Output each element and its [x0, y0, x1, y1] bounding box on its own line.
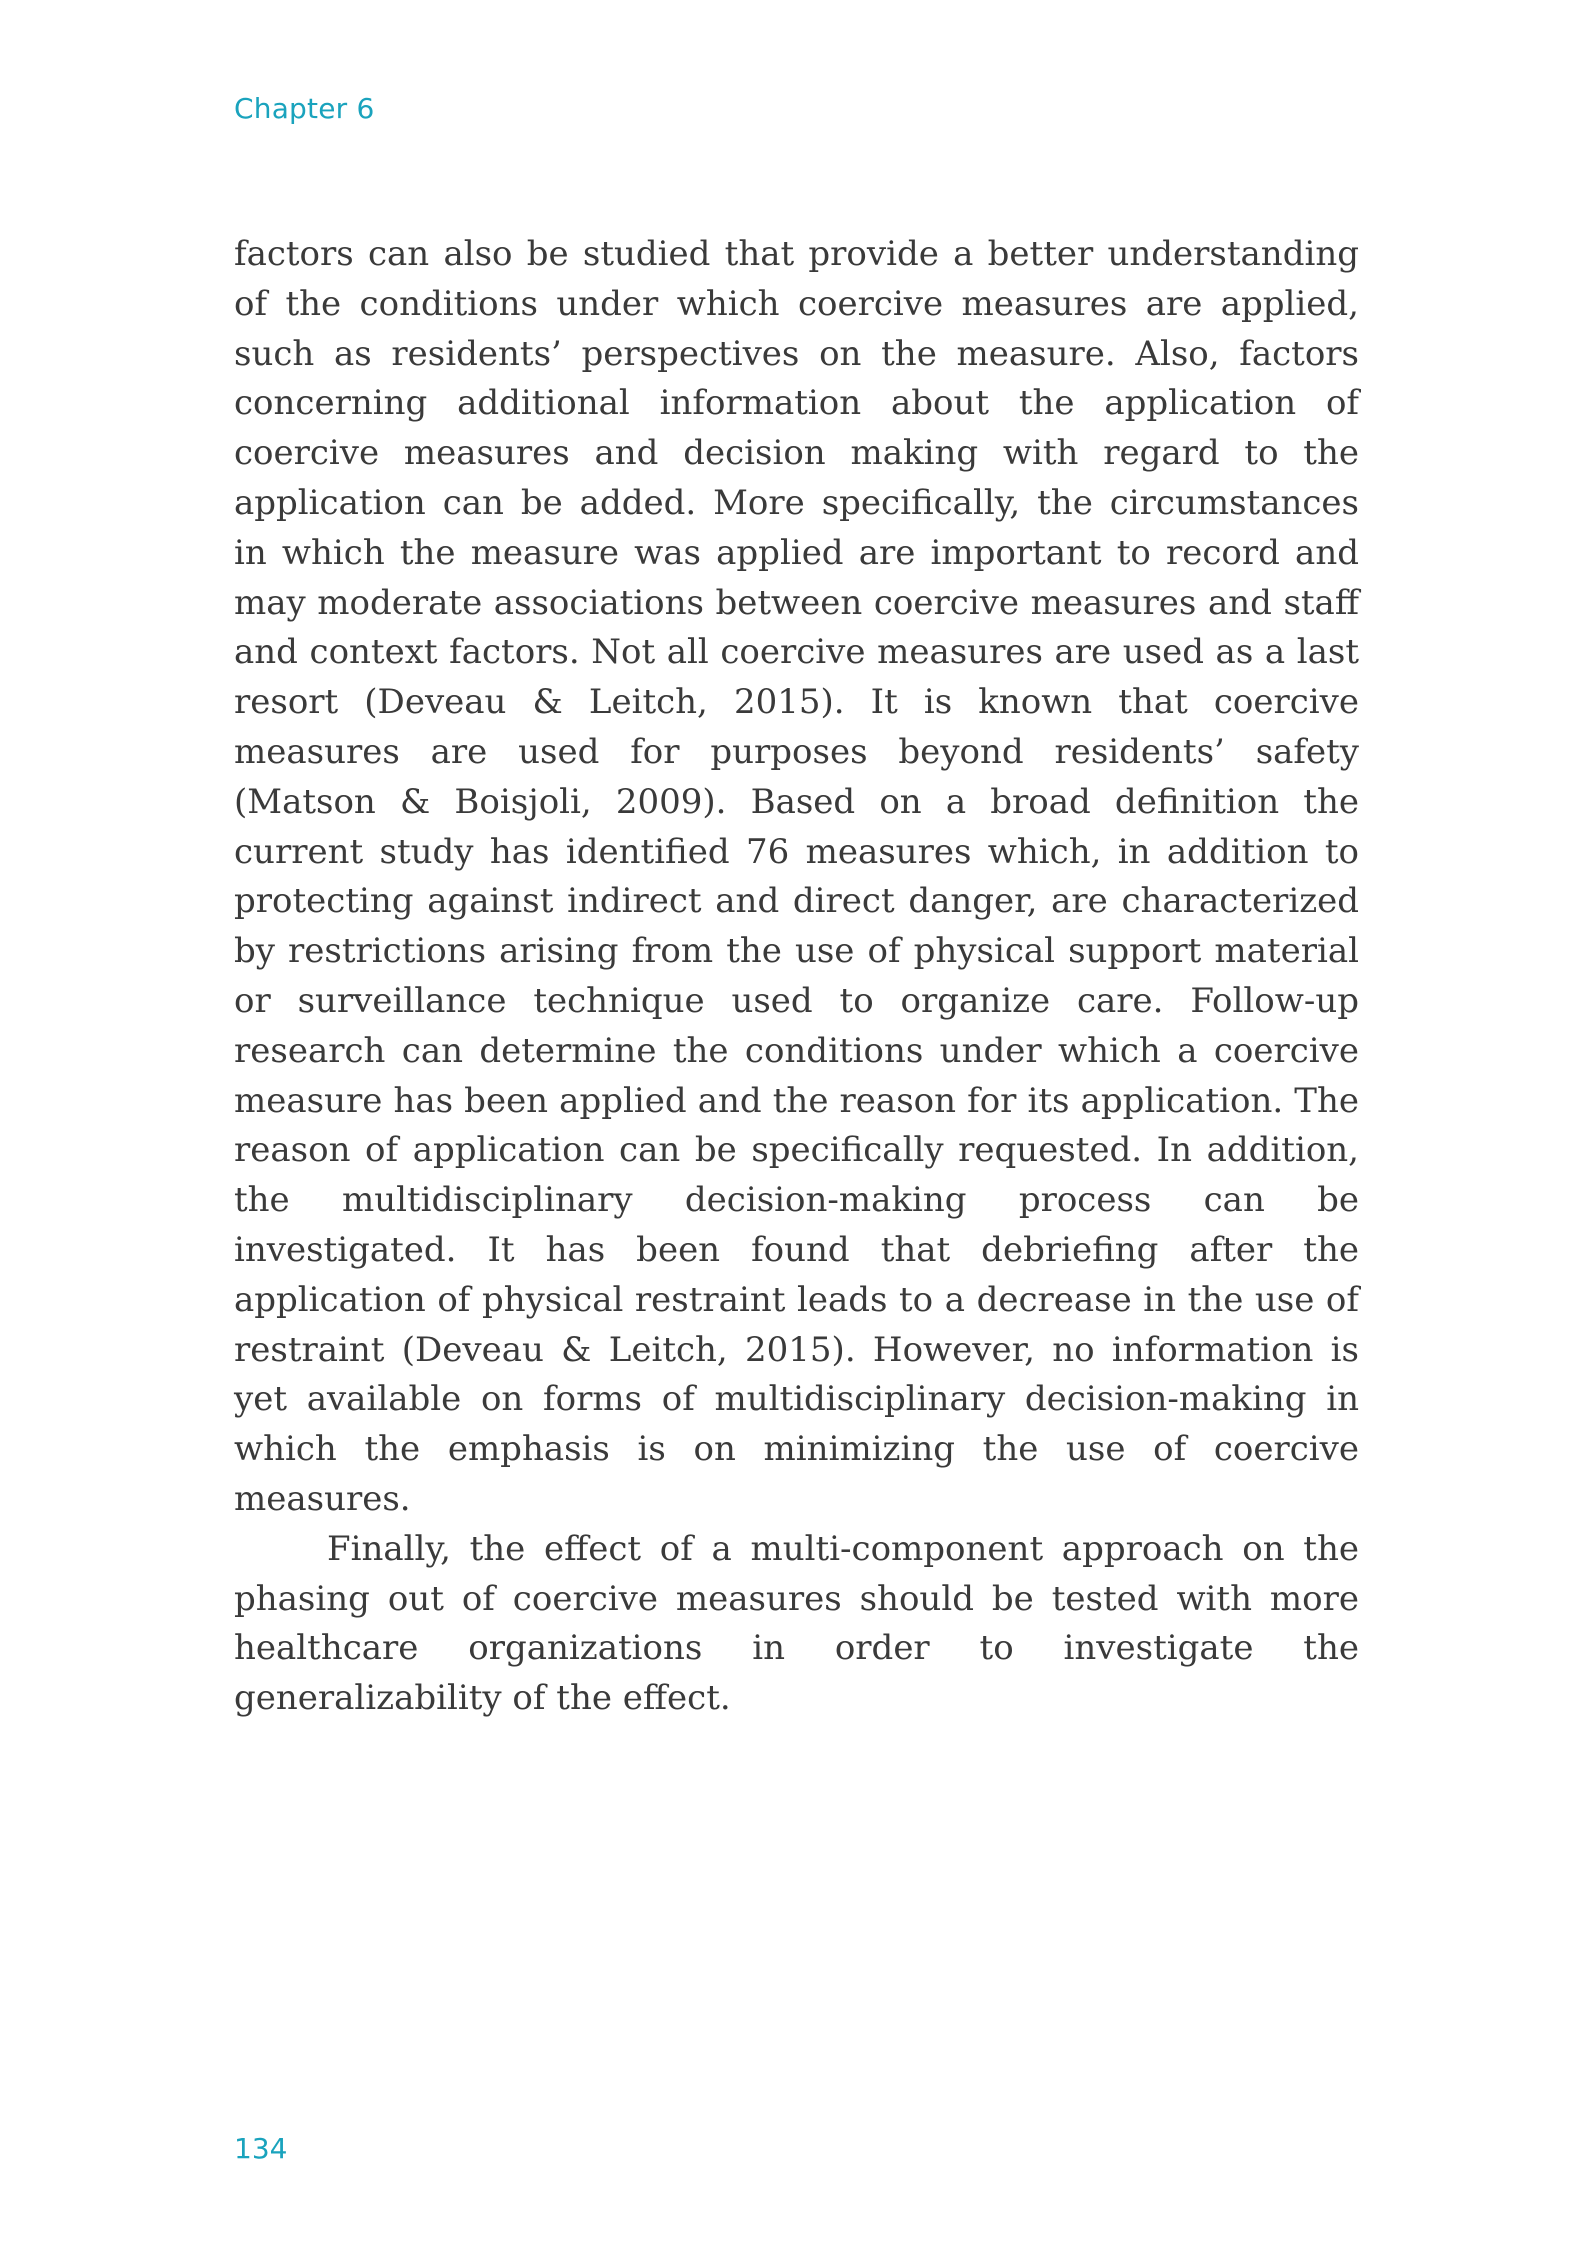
- body-text: [234, 230, 1359, 1724]
- page-number: 134: [234, 2132, 288, 2165]
- running-header-chapter: Chapter 6: [234, 92, 375, 125]
- paragraph: factors can also be studied that provide a better understanding of the conditions under which coercive measures are applied, such as residents’ perspectives on the measure. Also, factors concerning additional information about the application of coercive measures and decision making with regard to the application can be added. More specifically, the circumstances in which the measure was applied are important to record and may moderate associations between coercive measures and staff and context factors. Not all coercive measures are used as a last resort (Deveau & Leitch, 2015). It is known that coercive measures are used for purposes beyond residents’ safety (Matson & Boisjoli, 2009). Based on a broad definition the current study has identified 76 measures which, in addition to protecting against indirect and direct danger, are characterized by restrictions arising from the use of physical support material or surveillance technique used to organize care. Follow-up research can determine the conditions under which a coercive measure has been applied and the reason for its application. The reason of application can be specifically requested. In addition, the multidisciplinary decision-making process can be investigated. It has been found that debriefing after the application of physical restraint leads to a decrease in the use of restraint (Deveau & Leitch, 2015). However, no information is yet available on forms of multidisciplinary decision-making in which the emphasis is on minimizing the use of coercive measures.: [234, 234, 1359, 1519]
- paragraph: Finally, the effect of a multi-component approach on the phasing out of coercive measures should be tested with more healthcare organizations in order to investigate the generalizability of the effect.: [234, 1528, 1359, 1719]
